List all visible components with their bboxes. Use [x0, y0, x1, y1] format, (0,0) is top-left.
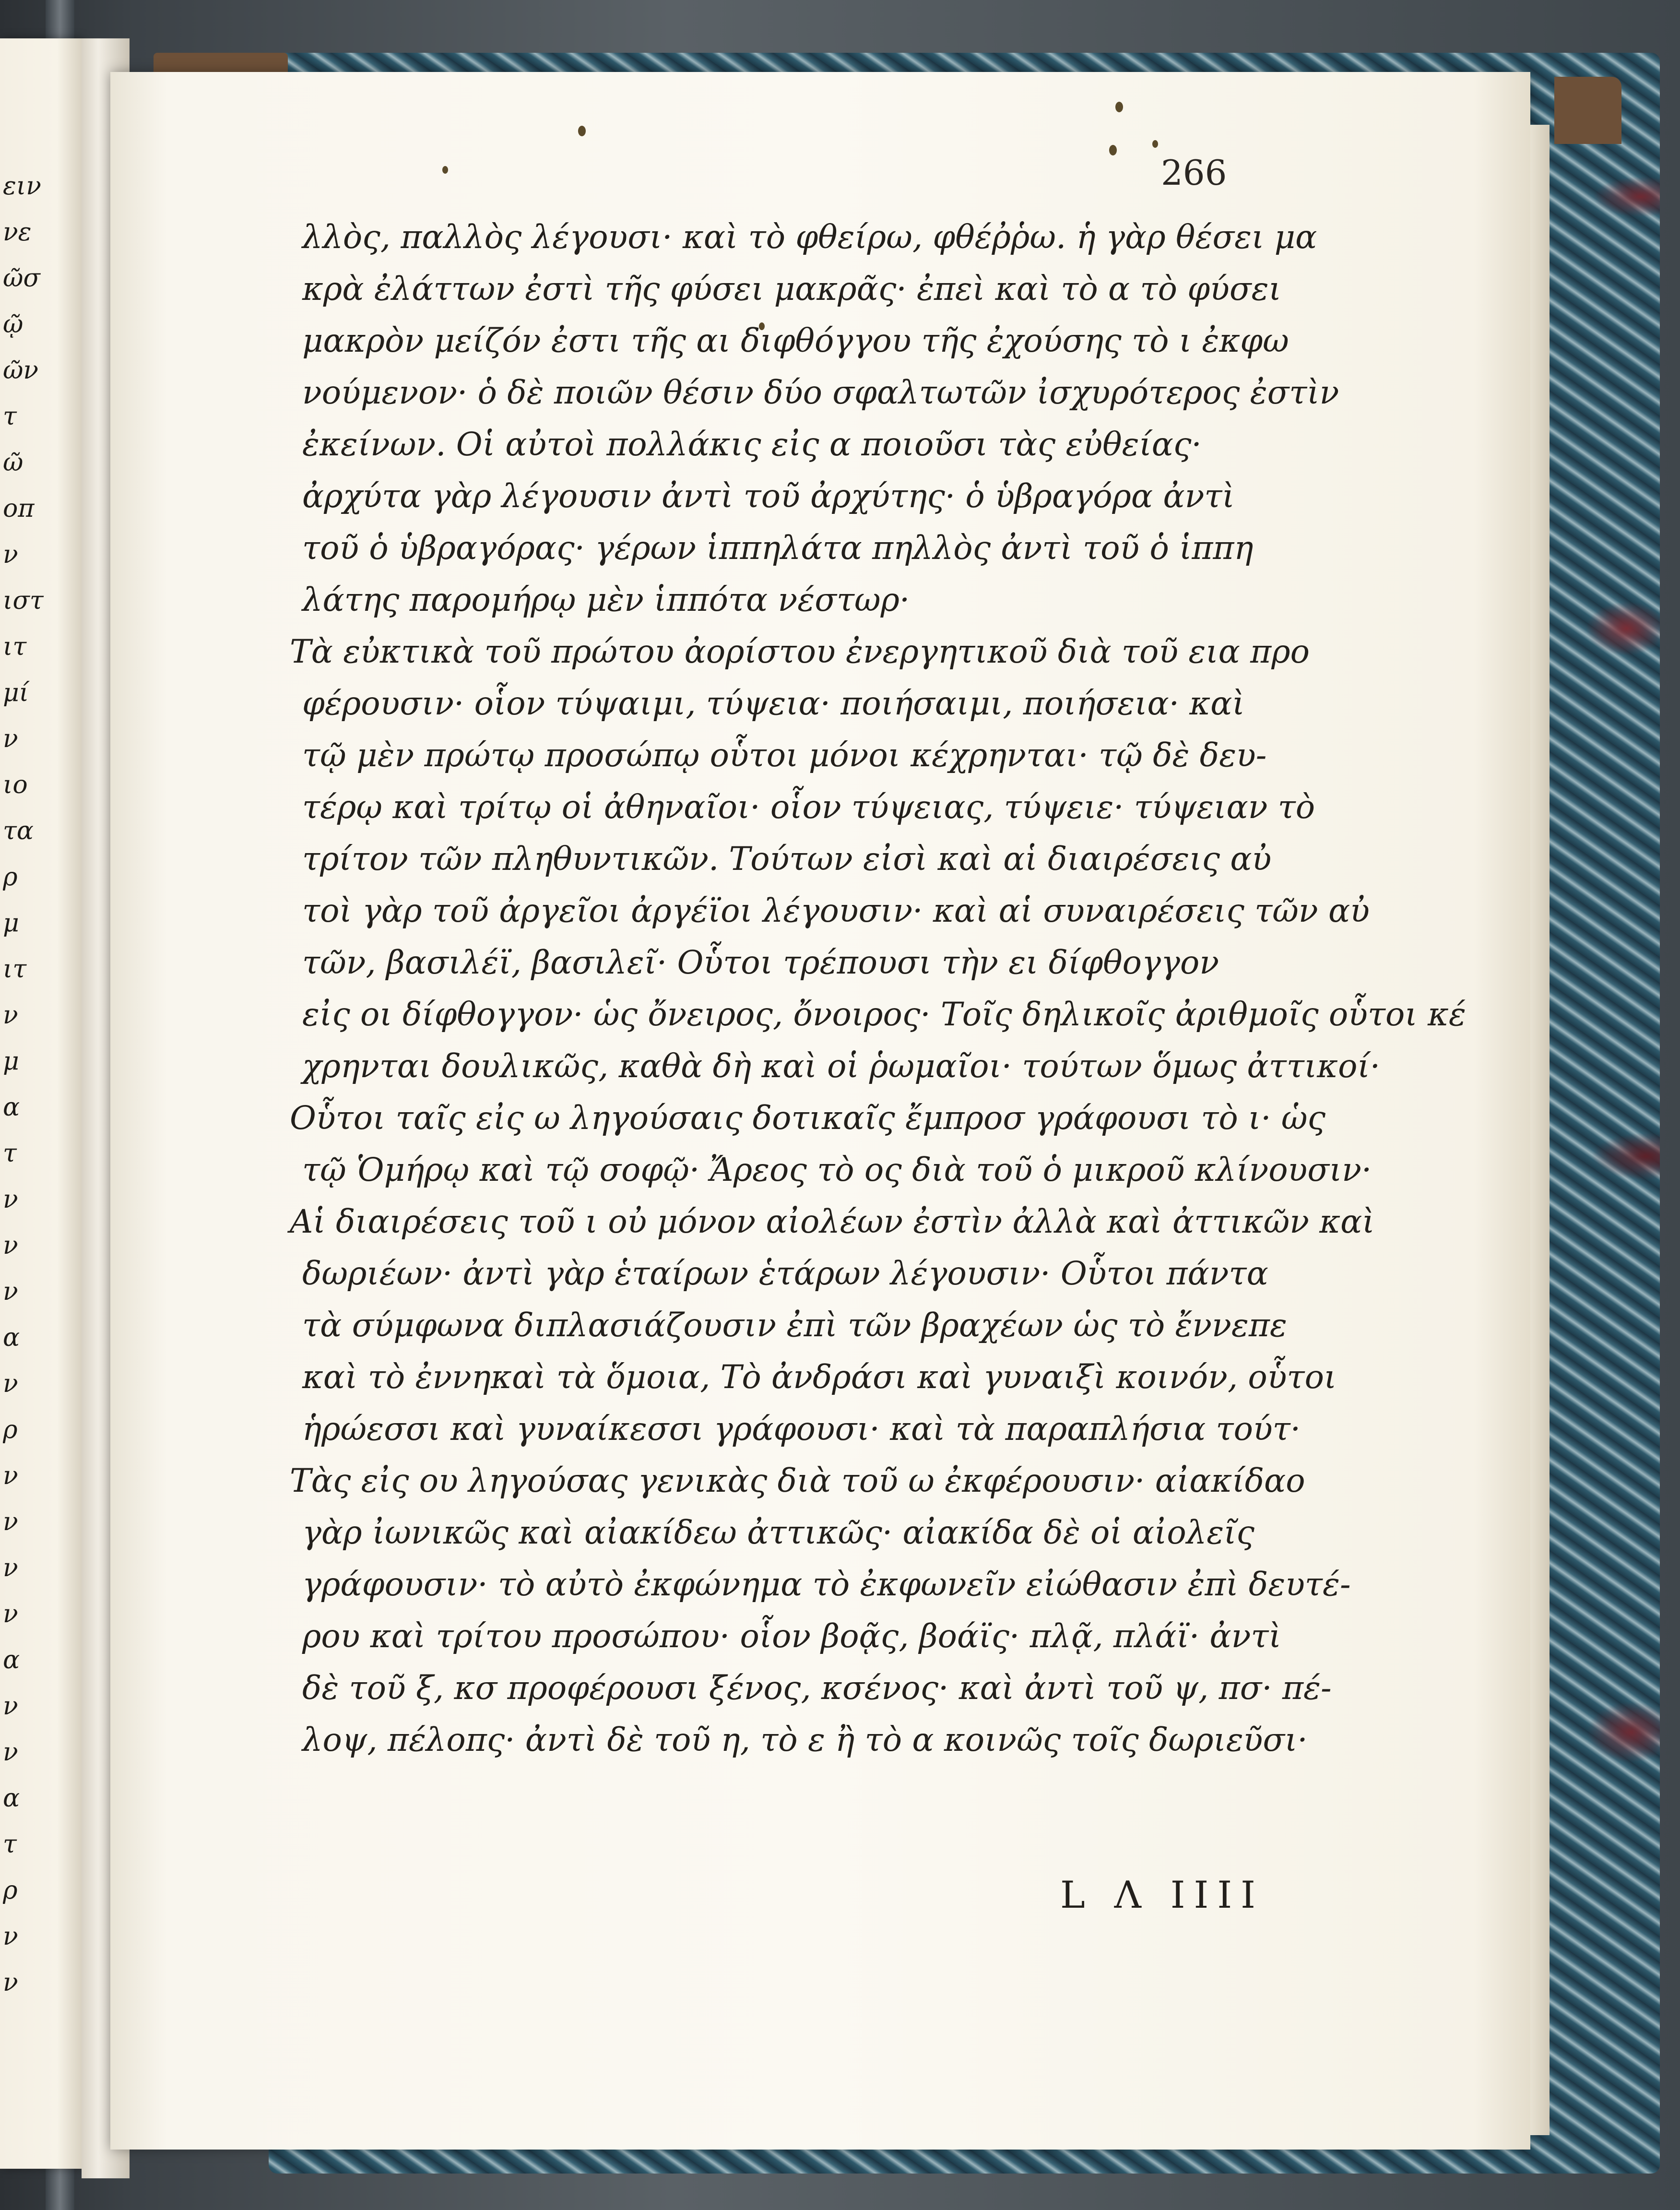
text-line: ρου καὶ τρίτου προσώπου· οἷον βοᾷς, βοάϊς· πλᾷ, πλάϊ· ἀντὶ: [302, 1617, 1281, 1655]
left-page-fragment: ν: [3, 1968, 18, 1997]
text-line: ἡρώεσσι καὶ γυναίκεσσι γράφουσι· καὶ τὰ παραπλήσια τούτ·: [302, 1410, 1301, 1448]
left-page-fragment: τα: [3, 817, 34, 845]
leather-corner-top-right: [1554, 77, 1621, 144]
text-line: Οὗτοι ταῖς εἰς ω ληγούσαις δοτικαῖς ἔμπροσ γράφουσι τὸ ι· ὡς: [290, 1099, 1326, 1137]
left-page-fragment: ῶν: [3, 356, 39, 385]
text-line: τοῦ ὁ ὑβραγόρας· γέρων ἱππηλάτα πηλλὸς ἀντὶ τοῦ ὁ ἱππη: [302, 529, 1254, 567]
text-line: γράφουσιν· τὸ αὐτὸ ἐκφώνημα τὸ ἐκφωνεῖν εἰώθασιν ἐπὶ δευτέ-: [302, 1566, 1351, 1603]
left-page-fragment: α: [3, 1646, 20, 1675]
left-page-fragment: ρ: [3, 1415, 18, 1444]
text-line: γὰρ ἰωνικῶς καὶ αἰακίδεω ἀττικῶς· αἰακίδα δὲ οἱ αἰολεῖς: [302, 1514, 1254, 1551]
text-line: λοψ, πέλοπς· ἀντὶ δὲ τοῦ η, τὸ ε ἢ τὸ α κοινῶς τοῖς δωριεῦσι·: [302, 1721, 1308, 1758]
left-page-fragment: μ: [3, 1047, 19, 1076]
left-page-fragment: ῶ: [3, 448, 24, 477]
left-page-fragment: ν: [3, 1692, 18, 1721]
left-page-fragment: νε: [3, 218, 32, 247]
page-edge: [1530, 125, 1550, 2135]
text-line: τὰ σύμφωνα διπλασιάζουσιν ἐπὶ τῶν βραχέων ὡς τὸ ἔννεπε: [302, 1307, 1287, 1344]
left-page-fragment: ειν: [3, 172, 41, 201]
left-page-fragment: οπ: [3, 494, 35, 523]
text-line: τοὶ γὰρ τοῦ ἀργεῖοι ἀργέϊοι λέγουσιν· καὶ αἱ συναιρέσεις τῶν αὐ: [302, 892, 1370, 929]
text-line: χρηνται δουλικῶς, καθὰ δὴ καὶ οἱ ῥωμαῖοι· τούτων ὅμως ἀττικοί·: [302, 1047, 1381, 1085]
text-line: δωριέων· ἀντὶ γὰρ ἑταίρων ἑτάρων λέγουσιν· Οὗτοι πάντα: [302, 1255, 1268, 1292]
left-page-fragment: ν: [3, 1508, 18, 1536]
text-line: τῶν, βασιλέϊ, βασιλεῖ· Οὗτοι τρέπουσι τὴν ει δίφθογγον: [302, 944, 1219, 981]
left-page-fragment: ν: [3, 1369, 18, 1398]
left-page-fragment: α: [3, 1093, 20, 1122]
left-page-fragment: ν: [3, 1600, 18, 1628]
left-page-fragment: ν: [3, 1277, 18, 1306]
text-line: τρίτον τῶν πληθυντικῶν. Τούτων εἰσὶ καὶ αἱ διαιρέσεις αὐ: [302, 840, 1272, 878]
left-page-text-fragments: [3, 163, 80, 2006]
text-line: δὲ τοῦ ξ, κσ προφέρουσι ξένος, κσένος· καὶ ἀντὶ τοῦ ψ, πσ· πέ-: [302, 1669, 1332, 1707]
left-page-fragment: τ: [3, 402, 17, 431]
left-page-fragment: ν: [3, 725, 18, 753]
foxing-dot: [578, 126, 586, 136]
left-page-fragment: ν: [3, 1001, 18, 1030]
left-page-fragment: ν: [3, 1185, 18, 1214]
left-page-fragment: μί: [3, 678, 29, 707]
text-line: καὶ τὸ ἐννηκαὶ τὰ ὅμοια, Τὸ ἀνδράσι καὶ γυναιξὶ κοινόν, οὗτοι: [302, 1358, 1337, 1396]
left-page-fragment: ν: [3, 540, 18, 569]
text-line: τέρῳ καὶ τρίτῳ οἱ ἀθηναῖοι· οἷον τύψειας, τύψειε· τύψειαν τὸ: [302, 788, 1315, 826]
text-line: κρὰ ἐλάττων ἐστὶ τῆς φύσει μακρᾶς· ἐπεὶ καὶ τὸ α τὸ φύσει: [302, 270, 1281, 308]
text-line: Τὰ εὐκτικὰ τοῦ πρώτου ἀορίστου ἐνεργητικοῦ διὰ τοῦ εια προ: [290, 633, 1310, 670]
greek-text-block: [290, 211, 1466, 1766]
foxing-dot: [442, 166, 448, 174]
left-page-fragment: τ: [3, 1139, 17, 1168]
foxing-dot: [1115, 102, 1123, 112]
left-page-fragment: ν: [3, 1231, 18, 1260]
left-page-fragment: ιτ: [3, 632, 27, 661]
left-page-fragment: τ: [3, 1830, 17, 1859]
text-line: μακρὸν μείζόν ἐστι τῆς αι διφθόγγου τῆς ἐχούσης τὸ ι ἐκφω: [302, 322, 1289, 359]
left-page-fragment: μ: [3, 909, 19, 938]
text-line: λάτης παρομήρῳ μὲν ἱππότα νέστωρ·: [302, 581, 910, 618]
foxing-dot: [1109, 145, 1117, 155]
left-page-fragment: ῶσ: [3, 264, 40, 293]
left-page-fragment: ν: [3, 1554, 18, 1582]
left-page-fragment: ιτ: [3, 955, 27, 984]
left-page-fragment: α: [3, 1784, 20, 1813]
text-line: Αἱ διαιρέσεις τοῦ ι οὐ μόνον αἰολέων ἐστὶν ἀλλὰ καὶ ἀττικῶν καὶ: [290, 1203, 1375, 1240]
left-page-fragment: ν: [3, 1922, 18, 1951]
text-line: τῷ μὲν πρώτῳ προσώπῳ οὗτοι μόνοι κέχρηνται· τῷ δὲ δευ-: [302, 737, 1267, 774]
left-page-fragment: ιστ: [3, 586, 44, 615]
left-page-fragment: ρ: [3, 863, 18, 891]
text-line: ἐκείνων. Οἱ αὐτοὶ πολλάκις εἰς α ποιοῦσι τὰς εὐθείας·: [302, 426, 1202, 463]
signature-mark: L Λ IIII: [1060, 1874, 1264, 1917]
text-line: φέρουσιν· οἷον τύψαιμι, τύψεια· ποιήσαιμι, ποιήσεια· καὶ: [302, 685, 1245, 722]
text-line: ἀρχύτα γὰρ λέγουσιν ἀντὶ τοῦ ἀρχύτης· ὁ ὑβραγόρα ἀντὶ: [302, 477, 1235, 515]
left-page-fragment: ν: [3, 1461, 18, 1490]
page-number: 266: [1161, 153, 1227, 193]
left-page-fragment: ῷ: [3, 310, 24, 339]
text-line: Τὰς εἰς ου ληγούσας γενικὰς διὰ τοῦ ω ἐκφέρουσιν· αἰακίδαο: [290, 1462, 1305, 1499]
text-line: τῷ Ὁμήρῳ καὶ τῷ σοφῷ· Ἄρεος τὸ ος διὰ τοῦ ὁ μικροῦ κλίνουσιν·: [302, 1151, 1372, 1188]
left-page-fragment: α: [3, 1323, 20, 1352]
left-page-fragment: ιο: [3, 771, 28, 799]
left-page-fragment: ν: [3, 1738, 18, 1767]
text-line: νούμενον· ὁ δὲ ποιῶν θέσιν δύο σφαλτωτῶν ἰσχυρότερος ἐστὶν: [302, 374, 1339, 411]
text-line: λλὸς, παλλὸς λέγουσι· καὶ τὸ φθείρω, φθέῤῥω. ἡ γὰρ θέσει μα: [302, 218, 1317, 256]
foxing-dot: [1152, 140, 1158, 148]
text-line: εἰς οι δίφθογγον· ὡς ὄνειρος, ὄνοιρος· Τοῖς δηλικοῖς ἀριθμοῖς οὗτοι κέ: [302, 996, 1466, 1033]
left-page-fragment: ρ: [3, 1876, 18, 1905]
